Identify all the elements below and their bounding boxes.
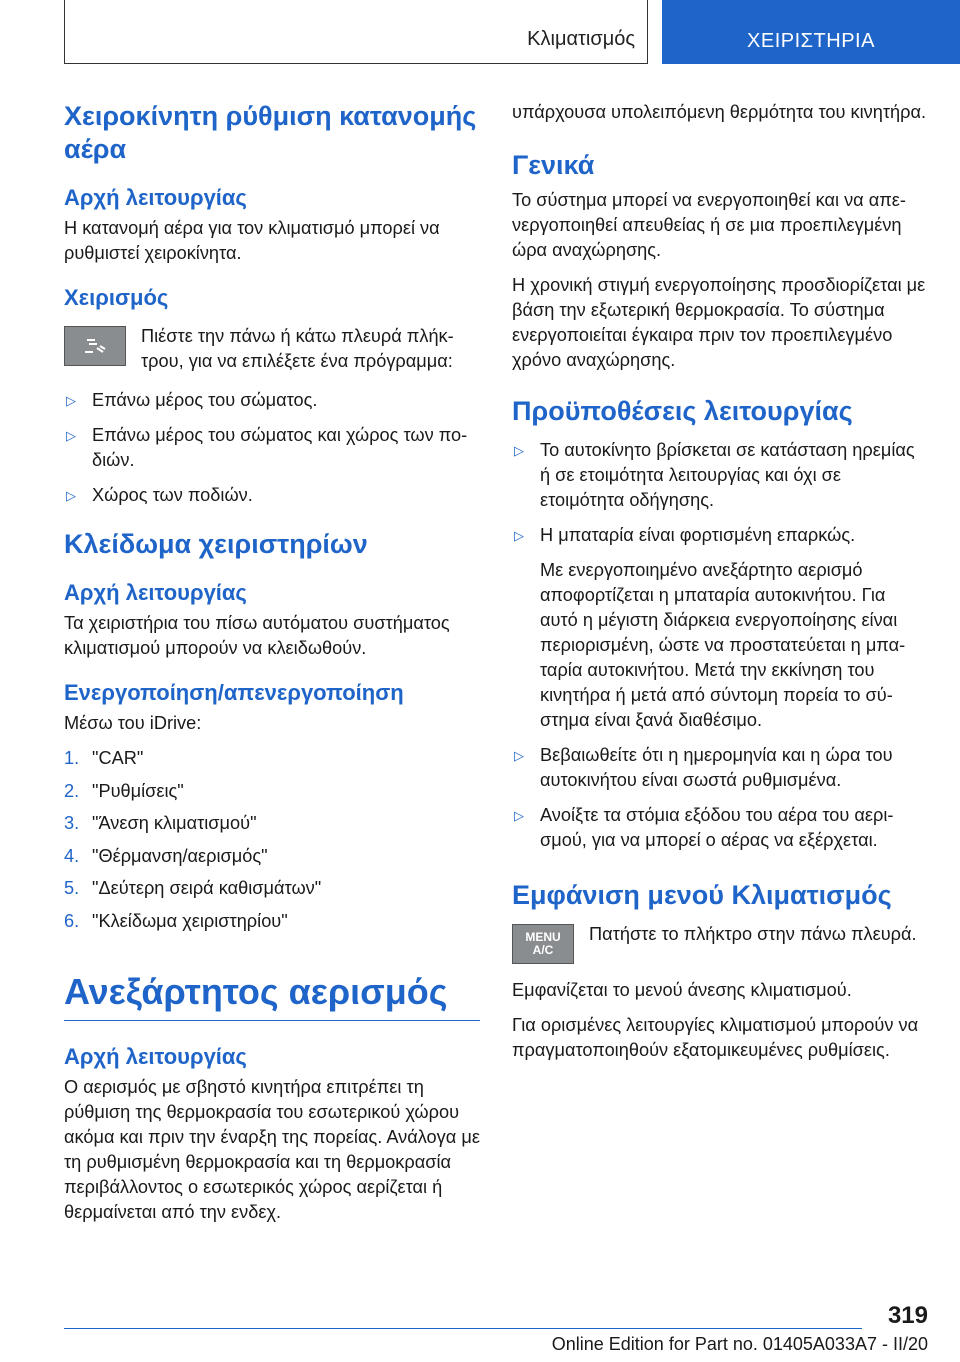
- step-item: 1. "CAR": [64, 748, 144, 768]
- menu-text: Πατήστε το πλήκτρο στην πάνω πλευρά.: [589, 924, 917, 944]
- header-box: [64, 0, 648, 64]
- footer-edition: Online Edition for Part no. 01405A033A7 - II/20: [551, 1334, 928, 1354]
- lock-principle-text: Τα χειριστήρια του πίσω αυτόματου συστήματος κλιματισμού μπορούν να κλειδωθούν.: [64, 613, 450, 658]
- operation-row: [64, 324, 480, 374]
- triangle-bullet-icon: ▷: [66, 393, 76, 408]
- air-flow-icon: [75, 334, 115, 358]
- step-item: 4. "Θέρμανση/αερισμός": [64, 845, 268, 866]
- principle-text: Η κατανομή αέρα για τον κλιματισμό μπορεί να ρυθμιστεί χειροκίνητα.: [64, 218, 440, 263]
- operation-text: Πιέστε την πάνω ή κάτω πλευρά πλήκτρου, για να επιλέξετε ένα πρόγραμμα:: [141, 326, 454, 371]
- ventilation-principle-text: Ο αερισμός με σβηστό κινητήρα επιτρέπει τη ρύθμιση της θερμοκρασία του εσωτερικού χώρου ακόμα και πριν την έναρξη της πορείας. Ανάλογα με τη ρυθμισμένη θερμοκρασία και τη θερμοκρασία περιβάλλοντος ο εσωτερικός χώρος αερίζεται ή θερμαίνεται από την ενδεχ.: [64, 1076, 480, 1222]
- list-item-note: Με ενεργοποιημένο ανεξάρτητο αερισμό αποφορτίζεται η μπαταρία αυτοκινήτου. Για αυτό η μέγιστη διάρκεια ενεργοποίησης είναι περιορισμένη, ώστε να προστατεύεται η μπαταρία αυτοκινήτου. Μετά την εκκίνηση του κινητήρα ή μετά από σύντομη πορεία το σύστημα είναι ξανά διαθέσιμο.: [540, 560, 906, 730]
- triangle-bullet-icon: ▷: [514, 808, 524, 823]
- triangle-bullet-icon: ▷: [514, 528, 524, 543]
- header-tab: ΧΕΙΡΙΣΤΗΡΙΑ: [662, 0, 960, 64]
- section-title-lock-controls: Κλείδωμα χειριστηρίων: [64, 529, 368, 559]
- via-idrive-text: Μέσω του iDrive:: [64, 713, 202, 733]
- general-paragraph: Το σύστημα μπορεί να ενεργοποιηθεί και να απενεργοποιηθεί απευθείας ή σε μια προεπιλεγμένη ώρα αναχώρησης.: [512, 190, 906, 260]
- general-paragraph: Η χρονική στιγμή ενεργοποίησης προσδιορίζεται με βάση την εξωτερική θερμοκρασία. Το σύστημα ενεργοποιείται έγκαιρα πριν τον προεπιλεγμένο χρόνο αναχώρησης.: [512, 275, 926, 370]
- section-title-general: Γενικά: [512, 150, 595, 180]
- prerequisites-list: [512, 438, 928, 853]
- step-item: 3. "Άνεση κλιματισμού": [64, 813, 257, 833]
- menu-paragraph: Εμφανίζεται το μενού άνεσης κλιματισμού.: [512, 980, 852, 1000]
- continued-text: υπάρχουσα υπολειπόμενη θερμότητα του κινητήρα.: [512, 102, 927, 122]
- chapter-title-independent-ventilation: Ανεξάρτητος αερισμός: [64, 970, 480, 1021]
- step-item: 2. "Ρυθμίσεις": [64, 780, 184, 801]
- section-title-prerequisites: Προϋποθέσεις λειτουργίας: [512, 396, 853, 426]
- list-item: ▷ Η μπαταρία είναι φορτισμένη επαρκώς. Με ενεργοποιημένο ανεξάρτητο αερισμό αποφορτίζεται η μπαταρία αυτοκινήτου. Για αυτό η μέγιστη διάρκεια ενεργοποίησης είναι περιορισμένη, ώστε να προστατεύεται η μπαταρία αυτοκινήτου. Μετά την εκκίνηση του κινητήρα ή μετά από σύντομη πορεία το σύστημα είναι ξανά διαθέσιμο.: [512, 523, 928, 733]
- idrive-steps: [64, 746, 480, 934]
- list-item: ▷ Βεβαιωθείτε ότι η ημερομηνία και η ώρα του αυτοκινήτου είναι σωστά ρυθμισμένα.: [514, 745, 893, 790]
- header-chapter: Κλιματισμός: [527, 28, 635, 50]
- triangle-bullet-icon: ▷: [514, 748, 524, 763]
- triangle-bullet-icon: ▷: [514, 443, 524, 458]
- menu-paragraph: Για ορισμένες λειτουργίες κλιματισμού μπορούν να πραγματοποιηθούν εξατομικευμένες ρυθμίσεις.: [512, 1015, 919, 1060]
- list-item: ▷ Επάνω μέρος του σώματος.: [64, 388, 480, 413]
- list-item: ▷ Επάνω μέρος του σώματος και χώρος των ποδιών.: [66, 425, 468, 470]
- list-item: ▷ Το αυτοκίνητο βρίσκεται σε κατάσταση ηρεμίας ή σε ετοιμότητα λειτουργίας και όχι σε ετοιμότητα οδήγησης.: [514, 440, 915, 510]
- subheading-operation: Χειρισμός: [64, 285, 169, 310]
- footer-divider: [64, 1328, 862, 1329]
- program-list: [64, 388, 480, 508]
- right-column: [512, 100, 928, 1073]
- section-title-menu: Εμφάνιση μενού Κλιματισμός: [512, 880, 892, 910]
- step-item: 6. "Κλείδωμα χειριστηρίου": [64, 910, 288, 931]
- subheading-principle: Αρχή λειτουργίας: [64, 185, 247, 210]
- menu-row: [512, 922, 928, 964]
- subheading-on-off: Ενεργοποίηση/απενεργοποίηση: [64, 680, 404, 705]
- menu-ac-button-icon: MENU A/C: [512, 924, 574, 964]
- subheading-principle: Αρχή λειτουργίας: [64, 1043, 247, 1069]
- triangle-bullet-icon: ▷: [66, 488, 76, 503]
- section-title-air-distribution: Χειροκίνητη ρύθμιση κατανομής αέρα: [64, 101, 477, 164]
- page-number: 319: [887, 1302, 928, 1329]
- subheading-principle: Αρχή λειτουργίας: [64, 580, 247, 605]
- list-item: ▷ Χώρος των ποδιών.: [64, 483, 480, 508]
- air-distribution-button-icon: [64, 326, 126, 366]
- triangle-bullet-icon: ▷: [66, 428, 76, 443]
- list-item: ▷ Ανοίξτε τα στόμια εξόδου του αέρα του αερισμού, για να μπορεί ο αέρας να εξέρχεται.: [514, 805, 894, 850]
- left-column: [64, 100, 480, 1235]
- step-item: 5. "Δεύτερη σειρά καθισμάτων": [64, 878, 322, 898]
